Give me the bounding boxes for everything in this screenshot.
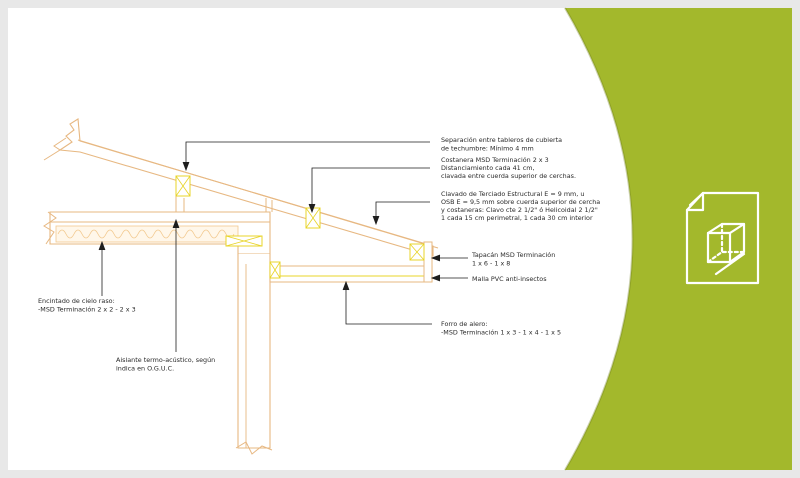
blocking-wall-top bbox=[226, 236, 262, 246]
wall-stud bbox=[238, 254, 270, 448]
purlin-1 bbox=[176, 176, 190, 196]
label-clavado: Clavado de Terciado Estructural E = 9 mm, u OSB E = 9,5 mm sobre cuerda superior de cercha y costaneras: Clavo cte 2 1/2" ó Helicoidal 2 1/2" 1 cada 15 cm perimetral, 1 cada 30 cm interior bbox=[441, 190, 601, 222]
soffit-board bbox=[270, 266, 432, 282]
label-tapacan: Tapacán MSD Terminación 1 x 6 - 1 x 8 bbox=[472, 251, 556, 268]
label-encintado: Encintado de cielo raso: -MSD Terminación 2 x 2 - 2 x 3 bbox=[38, 297, 136, 314]
blocking-stud-top bbox=[270, 262, 280, 278]
blocking-fascia bbox=[410, 244, 424, 260]
label-costanera: Costanera MSD Terminación 2 x 3 Distanciamiento cada 41 cm, clavada entre cuerda superior de cerchas. bbox=[441, 156, 576, 180]
insulation-band bbox=[56, 226, 238, 242]
label-aislante: Aislante termo-acústico, según indica en O.G.U.C. bbox=[116, 356, 216, 373]
label-forro: Forro de alero: -MSD Terminación 1 x 3 - 1 x 4 - 1 x 5 bbox=[441, 320, 562, 337]
purlin-2 bbox=[306, 208, 320, 228]
label-separacion: Separación entre tableros de cubierta de techumbre: Mínimo 4 mm bbox=[441, 136, 563, 153]
fascia-board bbox=[424, 242, 432, 282]
label-malla: Malla PVC anti-insectos bbox=[472, 275, 547, 283]
